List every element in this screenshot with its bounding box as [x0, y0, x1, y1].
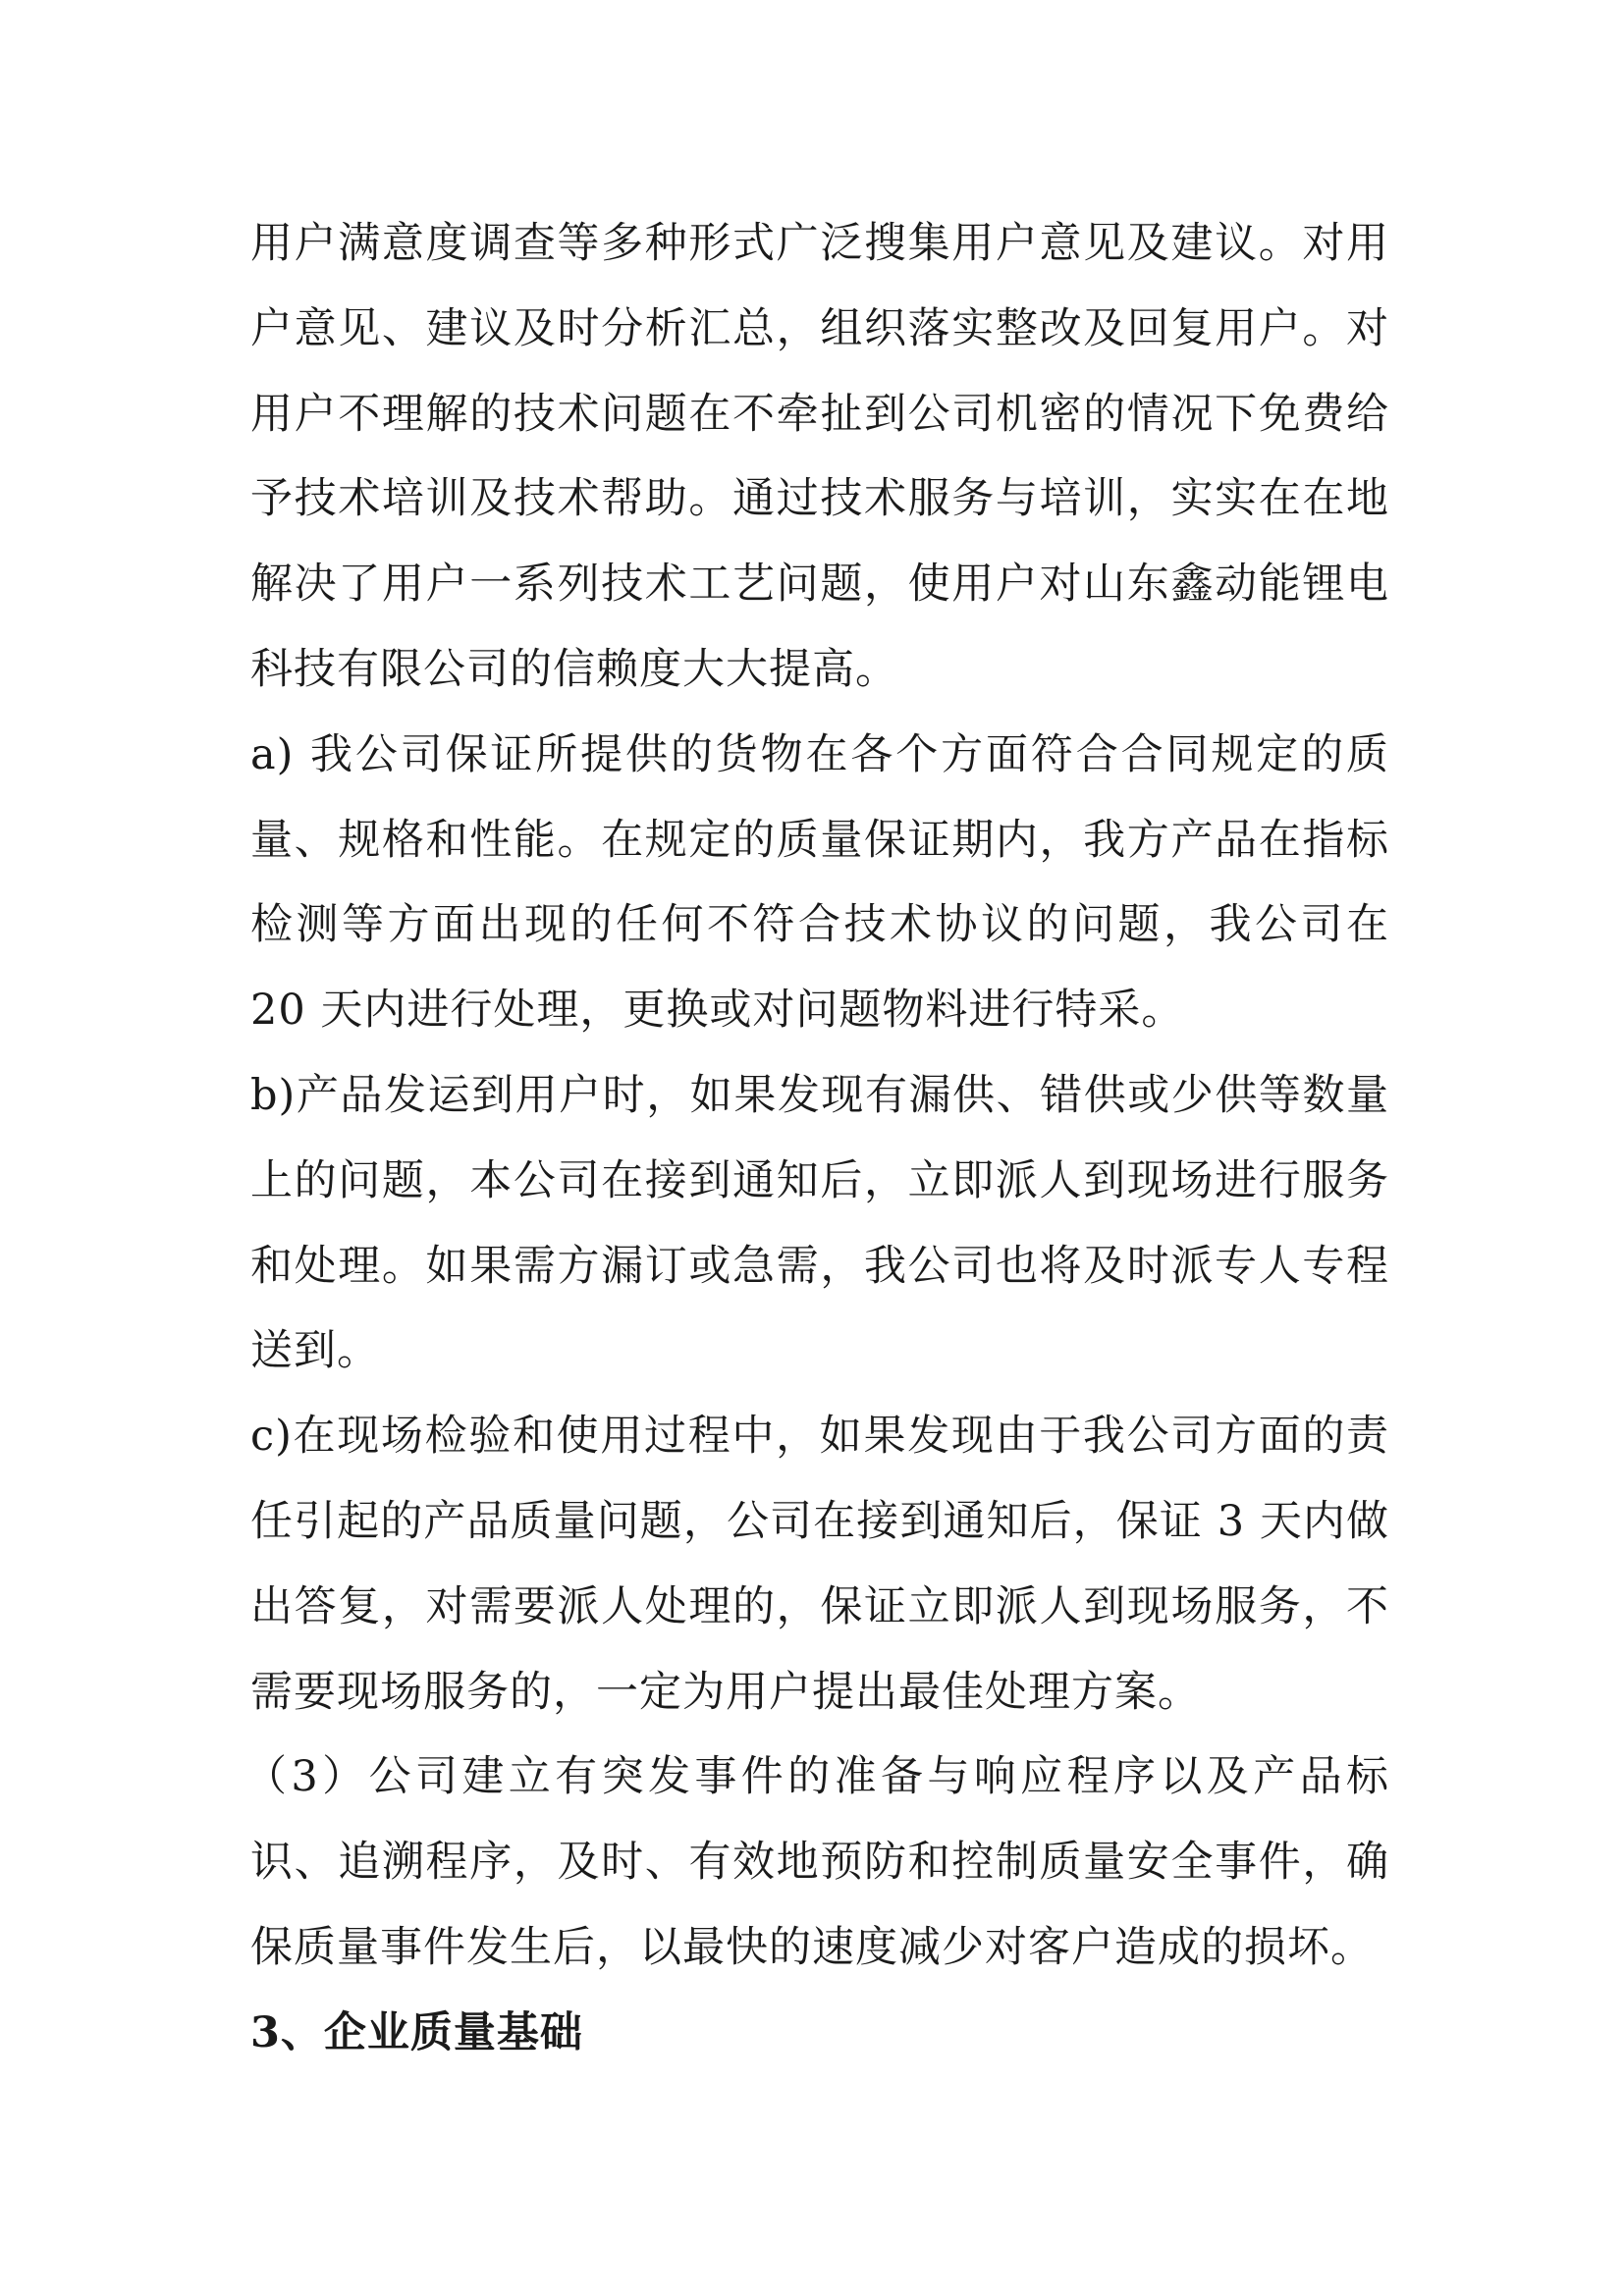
paragraph-item-c: c)在现场检验和使用过程中，如果发现由于我公司方面的责任引起的产品质量问题，公司在接到通知后，保证 3 天内做出答复，对需要派人处理的，保证立即派人到现场服务，不需要现场服务的，一定为用户提出最佳处理方案。 — [250, 1412, 1389, 1717]
paragraph-item-a: a) 我公司保证所提供的货物在各个方面符合合同规定的质量、规格和性能。在规定的质量保证期内，我方产品在指标检测等方面出现的任何不符合技术协议的问题，我公司在 20 天内进行处理，更换或对问题物料进行特采。 — [250, 729, 1389, 1036]
paragraph-item-3: （3）公司建立有突发事件的准备与响应程序以及产品标识、追溯程序，及时、有效地预防和控制质量安全事件，确保质量事件发生后，以最快的速度减少对客户造成的损坏。 — [244, 1752, 1389, 1972]
paragraph-user-feedback: 用户满意度调查等多种形式广泛搜集用户意见及建议。对用户意见、建议及时分析汇总，组织落实整改及回复用户。对用户不理解的技术问题在不牵扯到公司机密的情况下免费给予技术培训及技术帮助。通过技术服务与培训，实实在在地解决了用户一系列技术工艺问题，使用户对山东鑫动能锂电科技有限公司的信赖度大大提高。 — [250, 219, 1389, 694]
section-heading: 3、企业质量基础 — [250, 2007, 583, 2057]
document-body — [244, 201, 1389, 2076]
paragraph-item-b: b)产品发运到用户时，如果发现有漏供、错供或少供等数量上的问题，本公司在接到通知后，立即派人到现场进行服务和处理。如果需方漏订或急需，我公司也将及时派专人专程送到。 — [250, 1070, 1389, 1376]
